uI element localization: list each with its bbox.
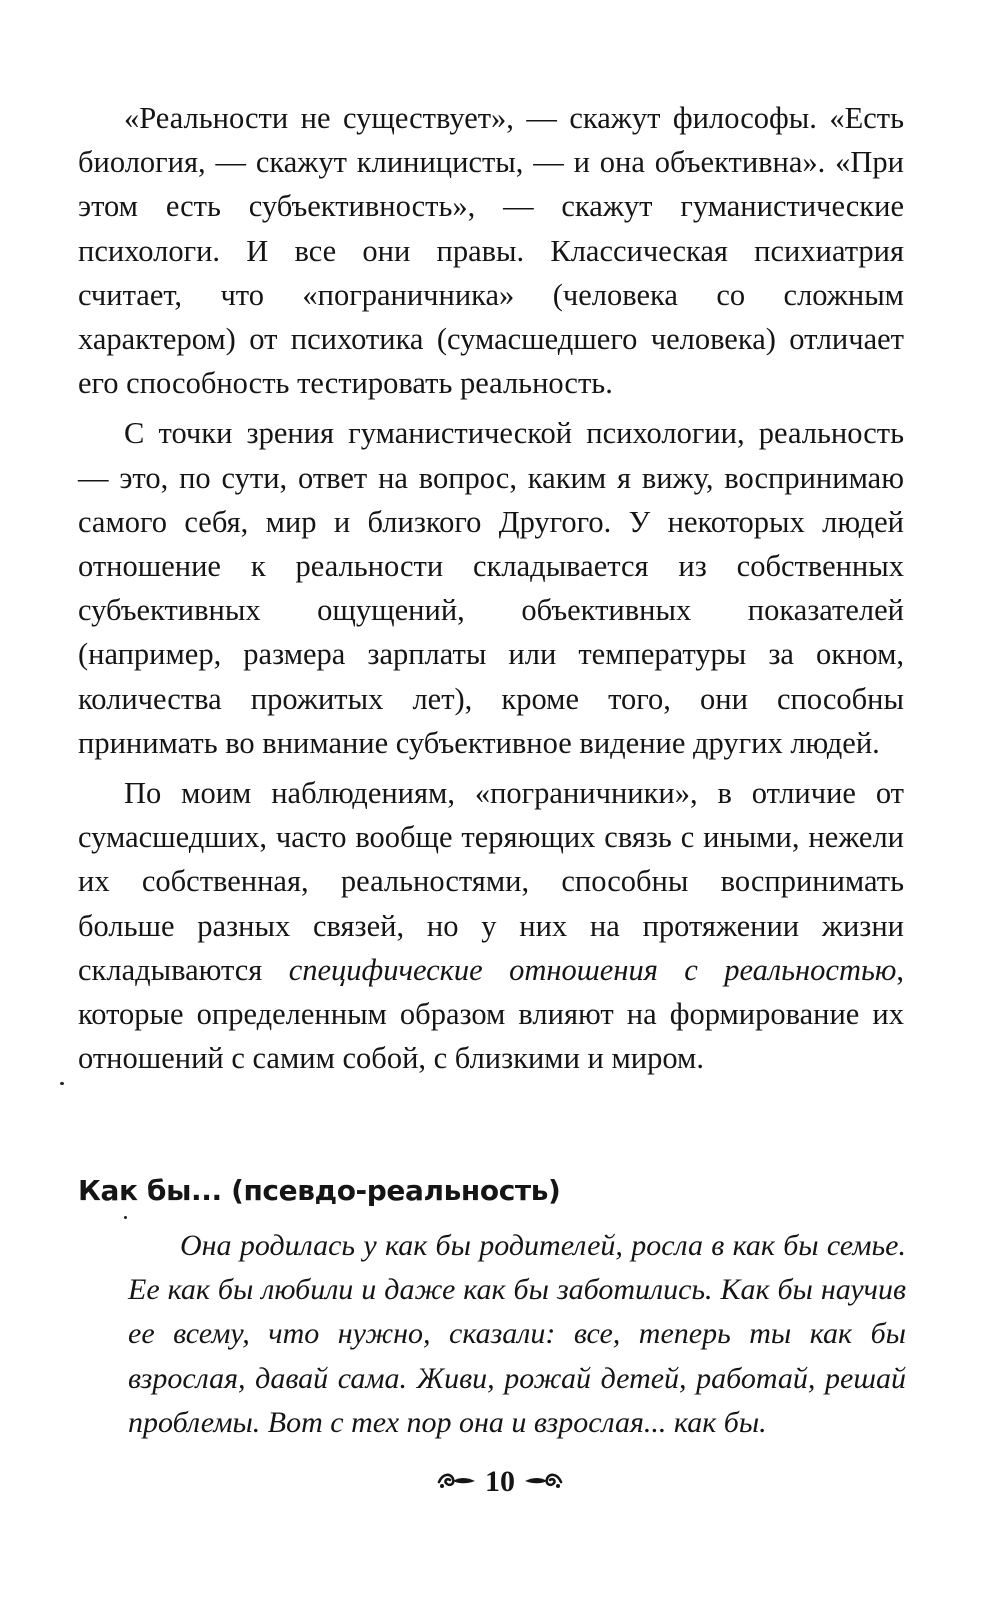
paragraph-3 — [78, 771, 904, 1080]
paragraph-3-text-start: По моим наблюдениям, «пограничники», в отличие от сумасшедших, часто вообще теряющих связь с иными, нежели их собственная, реальностями, способны воспринимать больше разных связей, но у них на протяжении жизни складываются — [78, 776, 904, 987]
page-number: 10 — [485, 1465, 515, 1499]
section-heading: Как бы... (псевдо-реальность) — [78, 1174, 561, 1207]
paragraph-3-text-end: , которые определенным образом влияют на формирование их отношений с самим собой, с близкими и миром. — [78, 952, 905, 1076]
paragraph-1-text: «Реальности не существует», — скажут философы. «Есть биология, — скажут клиницисты, — и она объективна». «При этом есть субъективность», — скажут гуманистические психологи. И все они правы. Классическая психиатрия считает, что «пограничника» (человека со сложным характером) от психотика (сумасшедшего человека) отличает его способность тестировать реальность. — [78, 101, 904, 401]
page-footer — [0, 1462, 1000, 1500]
scan-speck — [124, 1216, 127, 1219]
paragraph-2 — [78, 411, 904, 765]
epigraph-text: Она родилась у как бы родителей, росла в как бы семье. Ее как бы любили и даже как бы заботились. Как бы научив ее всему, что нужно, сказали: все, теперь ты как бы взрослая, давай сама. Живи, рожай детей, работай, решай проблемы. Вот с тех пор она и взрослая... как бы. — [128, 1229, 906, 1439]
left-fleuron-icon — [437, 1464, 477, 1500]
epigraph — [128, 1224, 906, 1445]
paragraph-3-emphasis: специфические отношения с реальностью — [288, 952, 897, 987]
paragraph-1 — [78, 96, 904, 405]
paragraph-2-text: С точки зрения гуманистической психологии, реальность — это, по сути, ответ на вопрос, каким я вижу, воспринимаю самого себя, мир и близкого Другого. У некоторых людей отношение к реальности складывается из собственных субъективных ощущений, объективных показателей (например, размера зарплаты или температуры за окном, количества прожитых лет), кроме того, они способны принимать во внимание субъективное видение других людей. — [78, 416, 904, 760]
body-text — [78, 96, 904, 1086]
right-fleuron-icon — [523, 1464, 563, 1500]
scan-speck — [60, 1082, 64, 1085]
